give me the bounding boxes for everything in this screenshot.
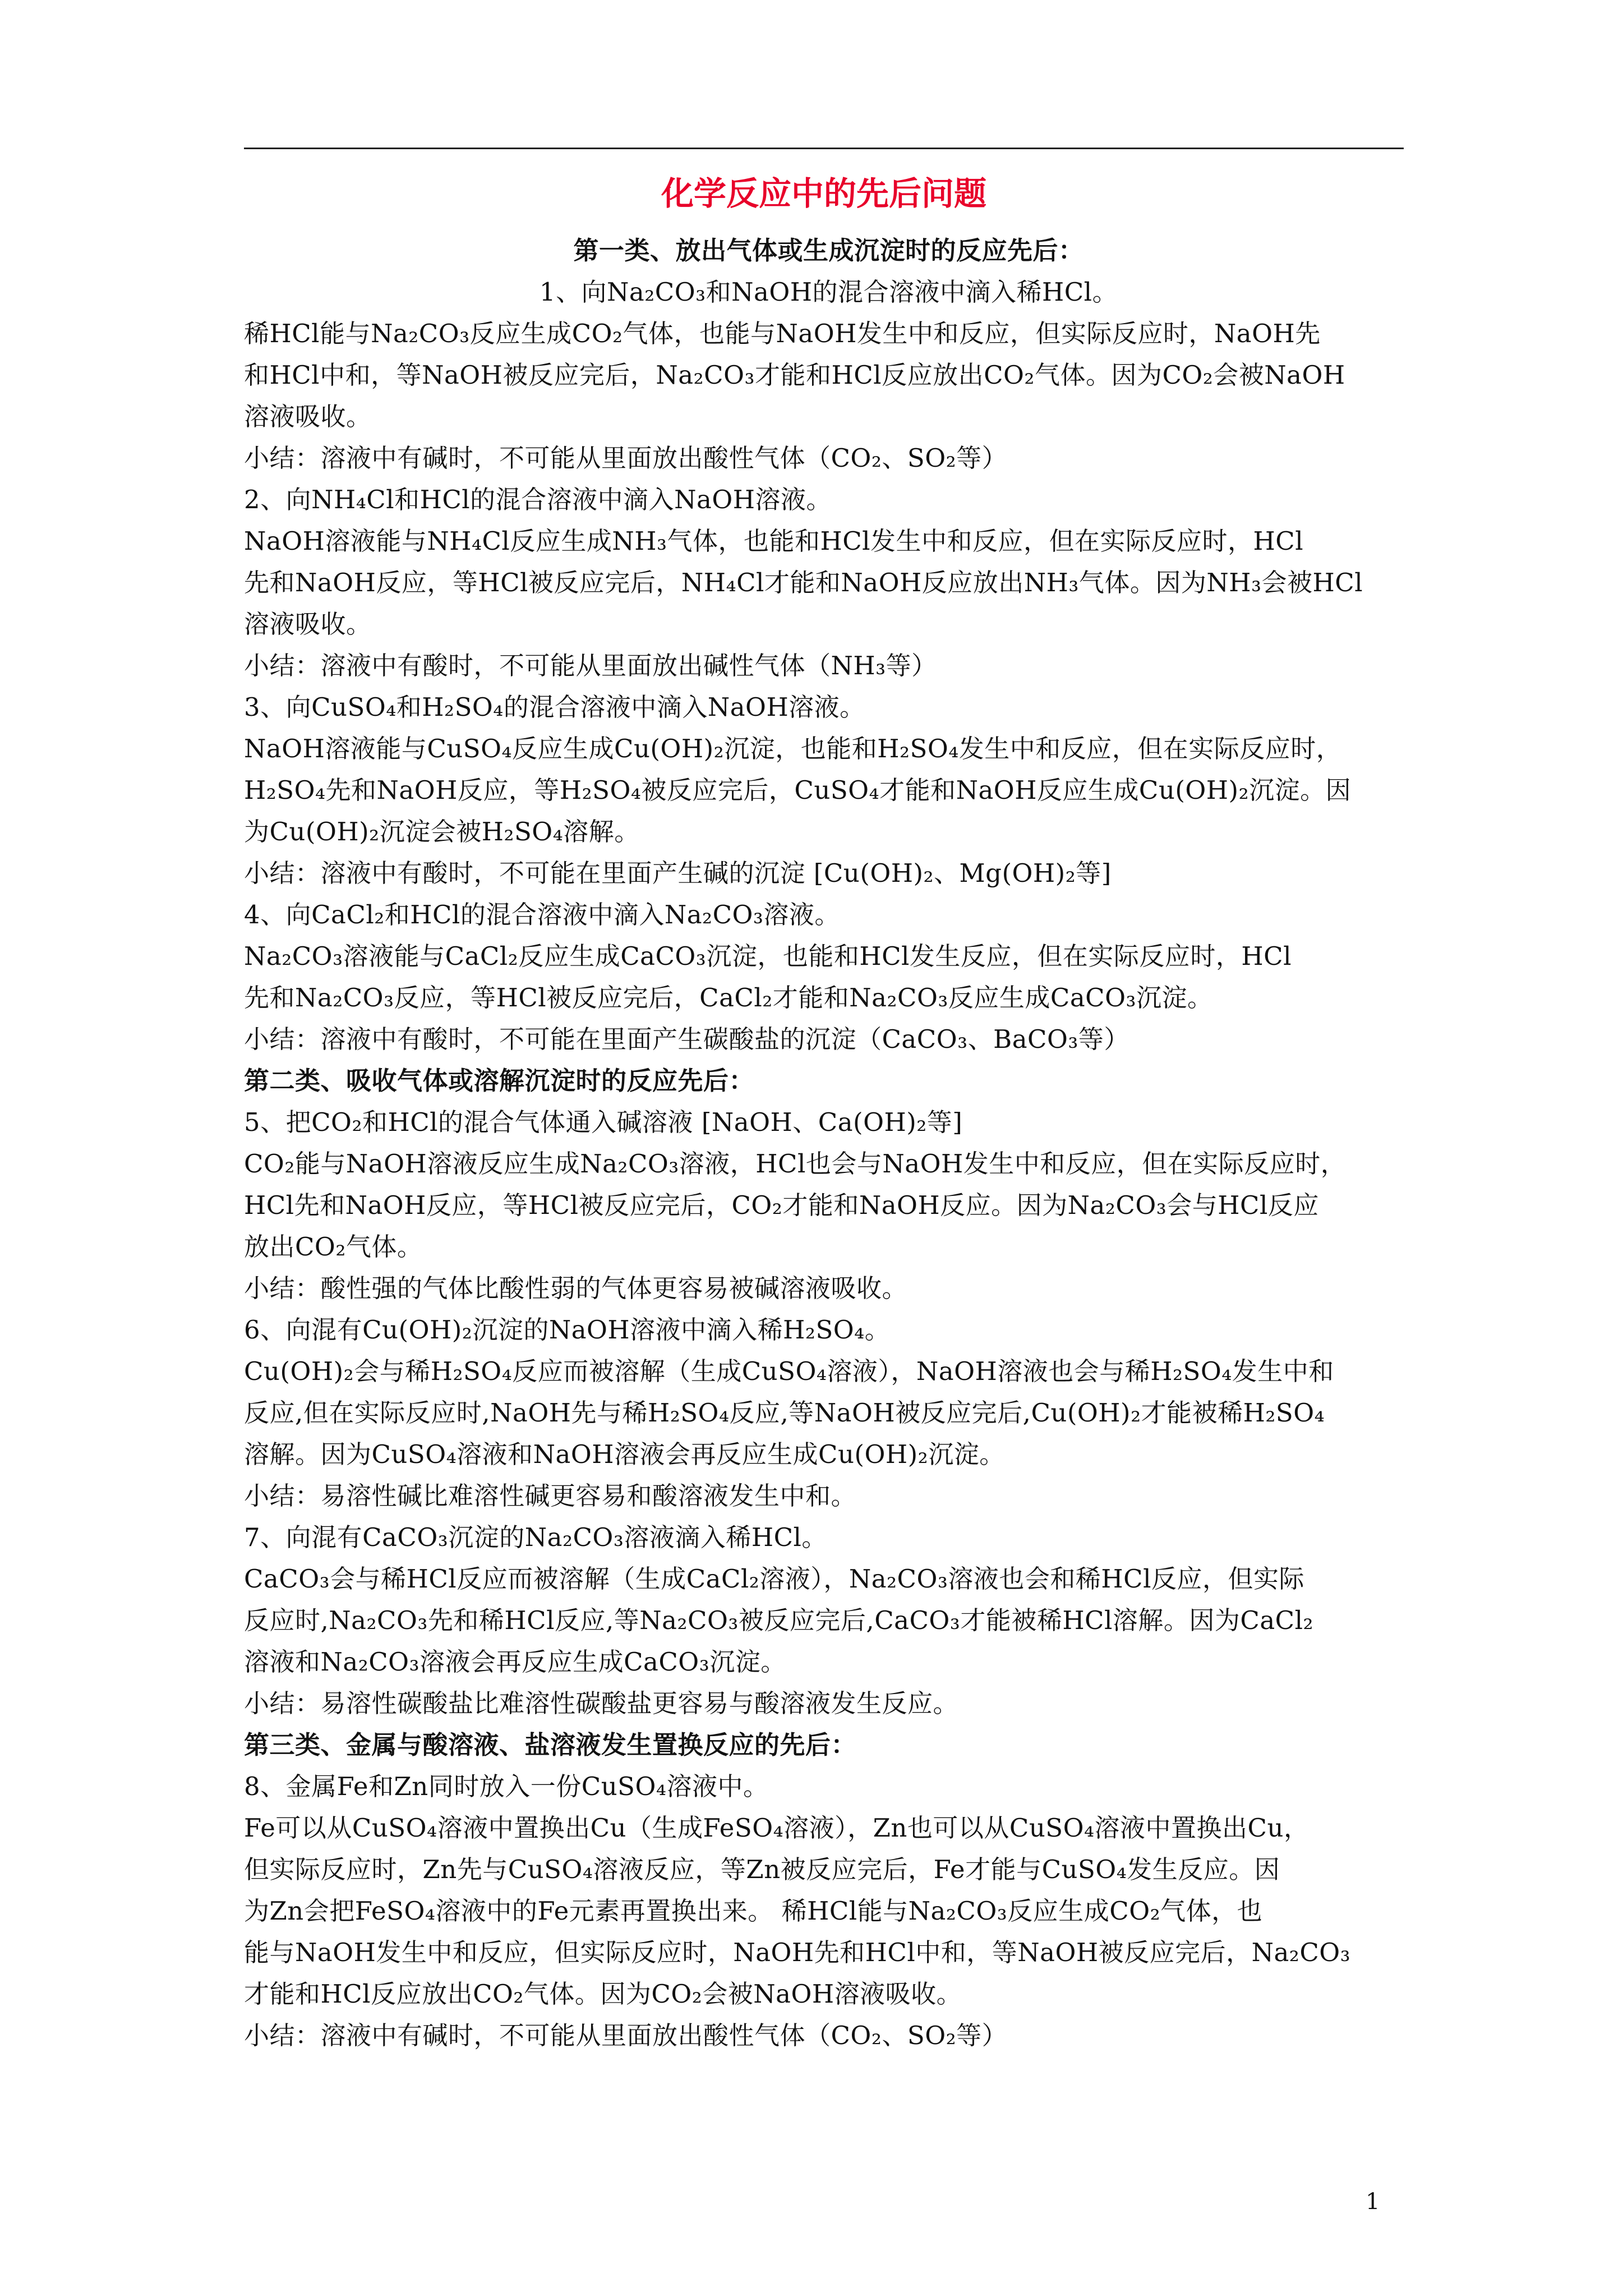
text-line: 小结：溶液中有碱时，不可能从里面放出酸性气体（CO₂、SO₂等）	[244, 2021, 1008, 2050]
text-line: H₂SO₄先和NaOH反应，等H₂SO₄被反应完后，CuSO₄才能和NaOH反应生成Cu(OH)₂沉淀。因	[244, 775, 1352, 805]
text-line: 溶解。因为CuSO₄溶液和NaOH溶液会再反应生成Cu(OH)₂沉淀。	[244, 1439, 1005, 1469]
text-line: CaCO₃会与稀HCl反应而被溶解（生成CaCl₂溶液），Na₂CO₃溶液也会和稀HCl反应，但实际	[244, 1564, 1304, 1594]
text-line: 小结：易溶性碱比难溶性碱更容易和酸溶液发生中和。	[244, 1481, 857, 1511]
header-rule	[244, 148, 1404, 149]
text-line: 反应时,Na₂CO₃先和稀HCl反应,等Na₂CO₃被反应完后,CaCO₃才能被稀HCl溶解。因为CaCl₂	[244, 1605, 1314, 1635]
text-line: 4、向CaCl₂和HCl的混合溶液中滴入Na₂CO₃溶液。	[244, 900, 840, 930]
text-line: 1、向Na₂CO₃和NaOH的混合溶液中滴入稀HCl。	[539, 277, 1118, 307]
page-number: 1	[1366, 2189, 1380, 2215]
text-line: 2、向NH₄Cl和HCl的混合溶液中滴入NaOH溶液。	[244, 485, 832, 514]
text-line: 稀HCl能与Na₂CO₃反应生成CO₂气体，也能与NaOH发生中和反应，但实际反应时，NaOH先	[244, 319, 1321, 348]
text-line: 小结：易溶性碳酸盐比难溶性碳酸盐更容易与酸溶液发生反应。	[244, 1688, 959, 1718]
text-line: 小结：溶液中有酸时，不可能在里面产生碳酸盐的沉淀（CaCO₃、BaCO₃等）	[244, 1024, 1129, 1054]
document-title: 化学反应中的先后问题	[661, 174, 986, 213]
text-line: 小结：酸性强的气体比酸性弱的气体更容易被碱溶液吸收。	[244, 1273, 908, 1303]
text-line: 3、向CuSO₄和H₂SO₄的混合溶液中滴入NaOH溶液。	[244, 692, 865, 722]
text-line: 反应,但在实际反应时,NaOH先与稀H₂SO₄反应,等NaOH被反应完后,Cu(OH)₂才能被稀H₂SO₄	[244, 1398, 1325, 1428]
text-line: Cu(OH)₂会与稀H₂SO₄反应而被溶解（生成CuSO₄溶液），NaOH溶液也会与稀H₂SO₄发生中和	[244, 1356, 1334, 1386]
text-line: 5、把CO₂和HCl的混合气体通入碱溶液 [NaOH、Ca(OH)₂等]	[244, 1107, 963, 1137]
text-line: 6、向混有Cu(OH)₂沉淀的NaOH溶液中滴入稀H₂SO₄。	[244, 1315, 891, 1345]
text-line: 8、金属Fe和Zn同时放入一份CuSO₄溶液中。	[244, 1772, 769, 1801]
text-line: 但实际反应时，Zn先与CuSO₄溶液反应，等Zn被反应完后，Fe才能与CuSO₄发生反应。因	[244, 1855, 1280, 1884]
text-line: 7、向混有CaCO₃沉淀的Na₂CO₃溶液滴入稀HCl。	[244, 1522, 827, 1552]
text-line: HCl先和NaOH反应，等HCl被反应完后，CO₂才能和NaOH反应。因为Na₂CO₃会与HCl反应	[244, 1190, 1319, 1220]
document-body	[244, 230, 1413, 2056]
section-heading: 第一类、放出气体或生成沉淀时的反应先后：	[573, 236, 1084, 265]
text-line: 先和Na₂CO₃反应，等HCl被反应完后，CaCl₂才能和Na₂CO₃反应生成CaCO₃沉淀。	[244, 983, 1213, 1013]
text-line: 为Cu(OH)₂沉淀会被H₂SO₄溶解。	[244, 817, 640, 846]
text-line: 溶液吸收。	[244, 609, 372, 639]
text-line: 能与NaOH发生中和反应，但实际反应时，NaOH先和HCl中和，等NaOH被反应完后，Na₂CO₃	[244, 1938, 1351, 1967]
section-heading: 第三类、金属与酸溶液、盐溶液发生置换反应的先后：	[244, 1730, 857, 1760]
text-line: Fe可以从CuSO₄溶液中置换出Cu（生成FeSO₄溶液），Zn也可以从CuSO₄溶液中置换出Cu，	[244, 1813, 1310, 1843]
text-line: CO₂能与NaOH溶液反应生成Na₂CO₃溶液，HCl也会与NaOH发生中和反应，但在实际反应时，	[244, 1149, 1347, 1179]
text-line: 先和NaOH反应，等HCl被反应完后，NH₄Cl才能和NaOH反应放出NH₃气体。因为NH₃会被HCl	[244, 568, 1363, 597]
text-line: NaOH溶液能与NH₄Cl反应生成NH₃气体，也能和HCl发生中和反应，但在实际反应时，HCl	[244, 526, 1304, 556]
text-line: NaOH溶液能与CuSO₄反应生成Cu(OH)₂沉淀，也能和H₂SO₄发生中和反应，但在实际反应时，	[244, 734, 1342, 763]
section-heading: 第二类、吸收气体或溶解沉淀时的反应先后：	[244, 1066, 755, 1096]
text-line: 溶液和Na₂CO₃溶液会再反应生成CaCO₃沉淀。	[244, 1647, 786, 1677]
text-line: 小结：溶液中有酸时，不可能从里面放出碱性气体（NH₃等）	[244, 651, 937, 680]
text-line: 溶液吸收。	[244, 402, 372, 431]
text-line: 小结：溶液中有酸时，不可能在里面产生碱的沉淀 [Cu(OH)₂、Mg(OH)₂等]	[244, 858, 1112, 888]
text-line: 和HCl中和，等NaOH被反应完后，Na₂CO₃才能和HCl反应放出CO₂气体。因为CO₂会被NaOH	[244, 360, 1345, 390]
text-line: 小结：溶液中有碱时，不可能从里面放出酸性气体（CO₂、SO₂等）	[244, 443, 1008, 473]
text-line: 为Zn会把FeSO₄溶液中的Fe元素再置换出来。 稀HCl能与Na₂CO₃反应生成CO₂气体，也	[244, 1896, 1263, 1926]
text-line: 才能和HCl反应放出CO₂气体。因为CO₂会被NaOH溶液吸收。	[244, 1979, 962, 2009]
text-line: 放出CO₂气体。	[244, 1232, 423, 1262]
text-line: Na₂CO₃溶液能与CaCl₂反应生成CaCO₃沉淀，也能和HCl发生反应，但在实际反应时，HCl	[244, 941, 1292, 971]
